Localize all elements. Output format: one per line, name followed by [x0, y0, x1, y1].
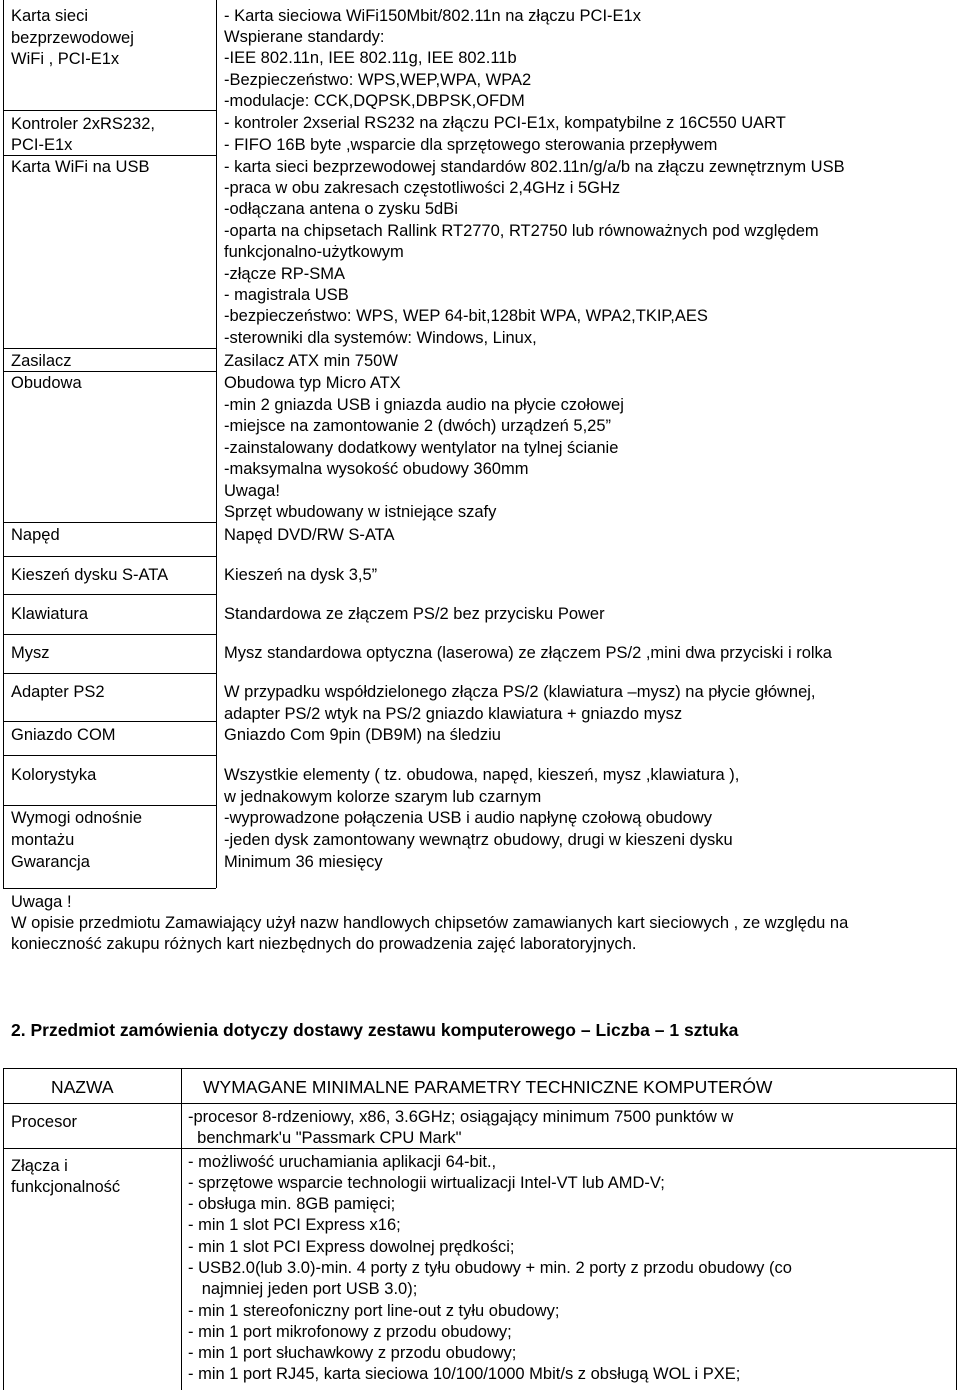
cell-param: -miejsce na zamontowanie 2 (dwóch) urządzeń 5,25”: [224, 417, 612, 435]
row-divider: [3, 110, 216, 111]
cell-param: - obsługa min. 8GB pamięci;: [188, 1195, 396, 1213]
cell-name: montażu: [11, 831, 75, 849]
row-divider: [3, 755, 216, 756]
cell-name: bezprzewodowej: [11, 29, 134, 47]
cell-name: Kolorystyka: [11, 766, 97, 784]
cell-param: -min 2 gniazda USB i gniazda audio na płycie czołowej: [224, 396, 624, 414]
section-heading: 2. Przedmiot zamówienia dotyczy dostawy zestawu komputerowego – Liczba – 1 sztuka: [11, 1020, 739, 1040]
cell-param: -sterowniki dla systemów: Windows, Linux,: [224, 329, 537, 347]
cell-param: Wszystkie elementy ( tz. obudowa, napęd, kieszeń, mysz ,klawiatura ),: [224, 766, 740, 784]
cell-param: benchmark'u "Passmark CPU Mark": [188, 1129, 462, 1147]
cell-param: Gniazdo Com 9pin (DB9M) na śledziu: [224, 726, 501, 744]
bottom-table-top-border: [3, 1068, 957, 1069]
note-title: Uwaga !: [11, 893, 72, 911]
cell-param: Mysz standardowa optyczna (laserowa) ze złączem PS/2 ,mini dwa przyciski i rolka: [224, 644, 832, 662]
cell-name: Kontroler 2xRS232,: [11, 115, 155, 133]
bottom-table-left-border: [3, 1068, 4, 1390]
cell-name: WiFi , PCI-E1x: [11, 50, 120, 68]
row-divider: [3, 805, 216, 806]
cell-name: Procesor: [11, 1113, 78, 1131]
cell-param: Uwaga!: [224, 482, 280, 500]
cell-param: - min 1 slot PCI Express x16;: [188, 1216, 401, 1234]
cell-param: -Bezpieczeństwo: WPS,WEP,WPA, WPA2: [224, 71, 532, 89]
cell-param: Napęd DVD/RW S-ATA: [224, 526, 395, 544]
row-divider: [3, 634, 216, 635]
cell-param: Zasilacz ATX min 750W: [224, 352, 398, 370]
cell-param: - min 1 port RJ45, karta sieciowa 10/100/1000 Mbit/s z obsługą WOL i PXE;: [188, 1365, 741, 1383]
cell-param: Obudowa typ Micro ATX: [224, 374, 401, 392]
cell-name: PCI-E1x: [11, 136, 73, 154]
cell-param: - min 1 port słuchawkowy z przodu obudowy;: [188, 1344, 517, 1362]
row-divider: [3, 371, 216, 372]
cell-name: Klawiatura: [11, 605, 89, 623]
cell-param: - FIFO 16B byte ,wsparcie dla sprzętowego sterowania przepływem: [224, 136, 718, 154]
cell-name: Kieszeń dysku S-ATA: [11, 566, 169, 584]
cell-param: - min 1 port mikrofonowy z przodu obudowy;: [188, 1323, 512, 1341]
cell-param: Wspierane standardy:: [224, 28, 385, 46]
cell-param: - Karta sieciowa WiFi150Mbit/802.11n na złączu PCI-E1x: [224, 7, 641, 25]
cell-name: Złącza i: [11, 1157, 68, 1175]
cell-param: -praca w obu zakresach częstotliwości 2,4GHz i 5GHz: [224, 179, 621, 197]
bottom-table-right-border: [956, 1068, 957, 1390]
cell-param: Standardowa ze złączem PS/2 bez przycisku Power: [224, 605, 605, 623]
cell-param: Sprzęt wbudowany w istniejące szafy: [224, 503, 497, 521]
cell-name: Karta sieci: [11, 7, 89, 25]
cell-param: -bezpieczeństwo: WPS, WEP 64-bit,128bit WPA, WPA2,TKIP,AES: [224, 307, 708, 325]
row-divider: [3, 673, 216, 674]
cell-name: Napęd: [11, 526, 60, 544]
cell-name: Gniazdo COM: [11, 726, 116, 744]
cell-param: -złącze RP-SMA: [224, 265, 346, 283]
top-table-bottom-border: [3, 888, 216, 889]
row-divider: [3, 155, 216, 156]
cell-name: Zasilacz: [11, 352, 72, 370]
cell-param: funkcjonalno-użytkowym: [224, 243, 404, 261]
cell-param: W przypadku współdzielonego złącza PS/2 (klawiatura –mysz) na płycie głównej,: [224, 683, 816, 701]
cell-param: -odłączana antena o zysku 5dBi: [224, 200, 458, 218]
row-divider: [3, 556, 216, 557]
cell-param: - min 1 slot PCI Express dowolnej prędkości;: [188, 1238, 515, 1256]
cell-param: -zainstalowany dodatkowy wentylator na tylnej ścianie: [224, 439, 619, 457]
row-divider: [3, 721, 216, 722]
cell-param: -wyprowadzone połączenia USB i audio napłynę czołową obudowy: [224, 809, 712, 827]
top-table-column-divider: [216, 0, 217, 888]
cell-param: adapter PS/2 wtyk na PS/2 gniazdo klawiatura + gniazdo mysz: [224, 705, 683, 723]
cell-param: - sprzętowe wsparcie technologii wirtualizacji Intel-VT lub AMD-V;: [188, 1174, 665, 1192]
bottom-table-column-divider: [181, 1068, 182, 1390]
cell-name: funkcjonalność: [11, 1178, 121, 1196]
header-params: WYMAGANE MINIMALNE PARAMETRY TECHNICZNE KOMPUTERÓW: [203, 1077, 773, 1097]
note-line: konieczność zakupu różnych kart niezbędnych do prowadzenia zajęć laboratoryjnych.: [11, 935, 637, 953]
note-line: W opisie przedmiotu Zamawiający użył nazw handlowych chipsetów zamawianych kart sieciowych , ze względu na: [11, 914, 849, 932]
cell-name: Mysz: [11, 644, 50, 662]
row-divider: [3, 594, 216, 595]
cell-param: Kieszeń na dysk 3,5”: [224, 566, 378, 584]
cell-name: Wymogi odnośnie: [11, 809, 143, 827]
cell-param: -IEE 802.11n, IEE 802.11g, IEE 802.11b: [224, 49, 517, 67]
cell-param: -maksymalna wysokość obudowy 360mm: [224, 460, 529, 478]
row-divider: [3, 1148, 957, 1149]
cell-name: Obudowa: [11, 374, 82, 392]
row-divider: [3, 522, 216, 523]
cell-param: Minimum 36 miesięcy: [224, 853, 383, 871]
cell-param: -procesor 8-rdzeniowy, x86, 3.6GHz; osiągający minimum 7500 punktów w: [188, 1108, 734, 1126]
cell-param: - możliwość uruchamiania aplikacji 64-bit.,: [188, 1153, 497, 1171]
cell-param: - kontroler 2xserial RS232 na złączu PCI-E1x, kompatybilne z 16C550 UART: [224, 114, 786, 132]
header-name: NAZWA: [51, 1077, 114, 1097]
cell-param: -jeden dysk zamontowany wewnątrz obudowy, drugi w kieszeni dysku: [224, 831, 733, 849]
cell-param: -oparta na chipsetach Rallink RT2770, RT2750 lub równoważnych pod względem: [224, 222, 819, 240]
cell-param: - min 1 stereofoniczny port line-out z tyłu obudowy;: [188, 1302, 560, 1320]
cell-param: - karta sieci bezprzewodowej standardów 802.11n/g/a/b na złączu zewnętrznym USB: [224, 158, 845, 176]
cell-name: Gwarancja: [11, 853, 90, 871]
cell-param: -modulacje: CCK,DQPSK,DBPSK,OFDM: [224, 92, 525, 110]
bottom-table-header-divider: [3, 1103, 957, 1104]
cell-param: w jednakowym kolorze szarym lub czarnym: [224, 788, 542, 806]
cell-name: Karta WiFi na USB: [11, 158, 150, 176]
cell-param: - USB2.0(lub 3.0)-min. 4 porty z tyłu obudowy + min. 2 porty z przodu obudowy (co: [188, 1259, 792, 1277]
row-divider: [3, 348, 216, 349]
cell-param: najmniej jeden port USB 3.0);: [188, 1280, 418, 1298]
cell-name: Adapter PS2: [11, 683, 105, 701]
cell-param: - magistrala USB: [224, 286, 349, 304]
